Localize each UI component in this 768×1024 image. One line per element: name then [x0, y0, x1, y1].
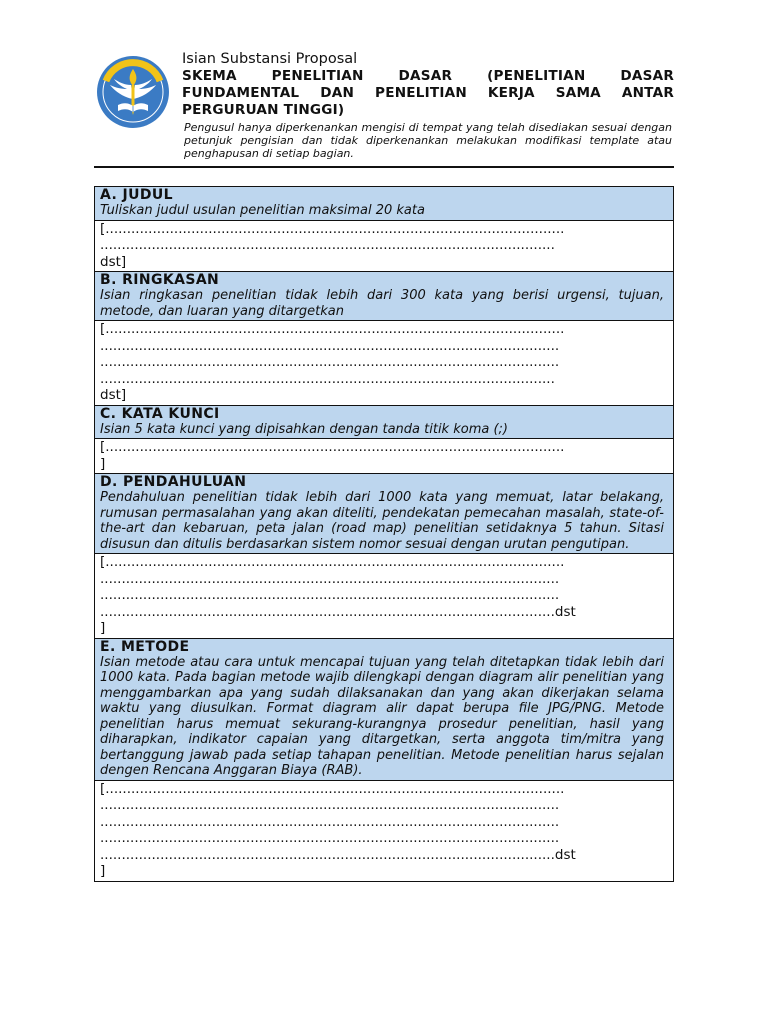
- section-fill-area[interactable]: [95, 780, 674, 881]
- section-header-row: [95, 474, 674, 554]
- fill-line: [...........................................................................................................: [100, 439, 565, 455]
- section-description: Isian ringkasan penelitian tidak lebih dari 300 kata yang berisi urgensi, tujuan, metode, dan luaran yang ditargetkan: [100, 288, 664, 319]
- fill-line: [...........................................................................................................: [100, 780, 565, 797]
- section-title: E. METODE: [100, 638, 190, 655]
- fill-line: ...........................................................................................................: [100, 570, 560, 587]
- section-header-cell: [95, 474, 674, 554]
- fill-line: ...........................................................................................................: [100, 587, 560, 603]
- fill-line: ..........................................................................................................dst: [100, 846, 576, 863]
- fill-line: ]: [100, 863, 106, 879]
- section-description: Isian metode atau cara untuk mencapai tujuan yang telah ditetapkan tidak lebih dari 1000 kata. Pada bagian metode wajib dilengkapi dengan diagram alir penelitian yang menggambarkan apa yang sudah dilaksanakan dan yang akan dikerjakan selama waktu yang diusulkan. Format diagram alir dapat berupa file JPG/PNG. Metode penelitian harus memuat sekurang-kurangnya prosedur penelitian, hasil yang diharapkan, indikator capaian yang ditargetkan, serta anggota tim/mitra yang bertanggung jawab pada setiap tahapan penelitian. Metode penelitian harus sejalan dengen Rencana Anggaran Biaya (RAB).: [100, 654, 664, 778]
- fill-line: dst]: [100, 387, 127, 403]
- scheme-title: SKEMA PENELITIAN DASAR (PENELITIAN DASAR FUNDAMENTAL DAN PENELITIAN KERJA SAMA ANTAR PERGURUAN TINGGI): [182, 68, 674, 118]
- section-header-row: [95, 187, 674, 221]
- fill-line: [...........................................................................................................: [100, 554, 565, 570]
- section-title: A. JUDUL: [100, 187, 173, 203]
- section-header-row: [95, 638, 674, 780]
- section-title: C. KATA KUNCI: [100, 405, 220, 422]
- section-description: Isian 5 kata kunci yang dipisahkan dengan tanda titik koma (;): [100, 421, 508, 437]
- document-header: [94, 50, 674, 167]
- fill-line: [...........................................................................................................: [100, 321, 565, 337]
- section-fill-row: [95, 554, 674, 639]
- fill-line: [...........................................................................................................: [100, 220, 565, 237]
- fill-line: ]: [100, 455, 106, 472]
- form-subtitle: Isian Substansi Proposal: [182, 51, 358, 67]
- fill-line: dst]: [100, 253, 127, 270]
- section-description: Pendahuluan penelitian tidak lebih dari 1000 kata yang memuat, latar belakang, rumusan permasalahan yang akan diteliti, pendekatan pemecahan masalah, state-of-the-art dan kebaruan, peta jalan (road map) penelitian setidaknya 5 tahun. Sitasi disusun dan ditulis berdasarkan sistem nomor sesuai dengan urutan pengutipan.: [100, 490, 664, 552]
- section-header-cell: [95, 272, 674, 321]
- instruction-note: Pengusul hanya diperkenankan mengisi di tempat yang telah disediakan sesuai dengan petunjuk pengisian dan tidak diperkenankan melakukan modifikasi template atau penghapusan di setiap bagian.: [184, 121, 672, 160]
- tut-wuri-handayani-logo: [94, 55, 172, 129]
- section-header-cell: [95, 187, 674, 221]
- section-title: D. PENDAHULUAN: [100, 474, 247, 490]
- section-fill-row: [95, 780, 674, 881]
- section-fill-area[interactable]: [95, 220, 674, 272]
- proposal-form-table: [94, 186, 674, 882]
- fill-line: ...........................................................................................................: [100, 337, 560, 354]
- section-fill-row: [95, 439, 674, 474]
- fill-line: ...........................................................................................................: [100, 797, 560, 813]
- section-header-row: [95, 405, 674, 439]
- fill-line: ...........................................................................................................: [100, 354, 560, 370]
- section-header-row: [95, 272, 674, 321]
- fill-line: ..........................................................................................................: [100, 370, 555, 387]
- section-fill-row: [95, 220, 674, 272]
- section-fill-area[interactable]: [95, 554, 674, 639]
- section-header-cell: [95, 405, 674, 439]
- fill-line: ...........................................................................................................: [100, 830, 560, 846]
- section-fill-area[interactable]: [95, 439, 674, 474]
- section-header-cell: [95, 638, 674, 780]
- section-fill-area[interactable]: [95, 321, 674, 406]
- fill-line: ...........................................................................................................: [100, 813, 560, 830]
- section-fill-row: [95, 321, 674, 406]
- fill-line: ..........................................................................................................dst: [100, 603, 576, 620]
- fill-line: ..........................................................................................................: [100, 237, 555, 253]
- header-divider: [94, 166, 674, 168]
- section-description: Tuliskan judul usulan penelitian maksimal 20 kata: [100, 203, 425, 218]
- section-title: B. RINGKASAN: [100, 272, 220, 288]
- fill-line: ]: [100, 620, 106, 636]
